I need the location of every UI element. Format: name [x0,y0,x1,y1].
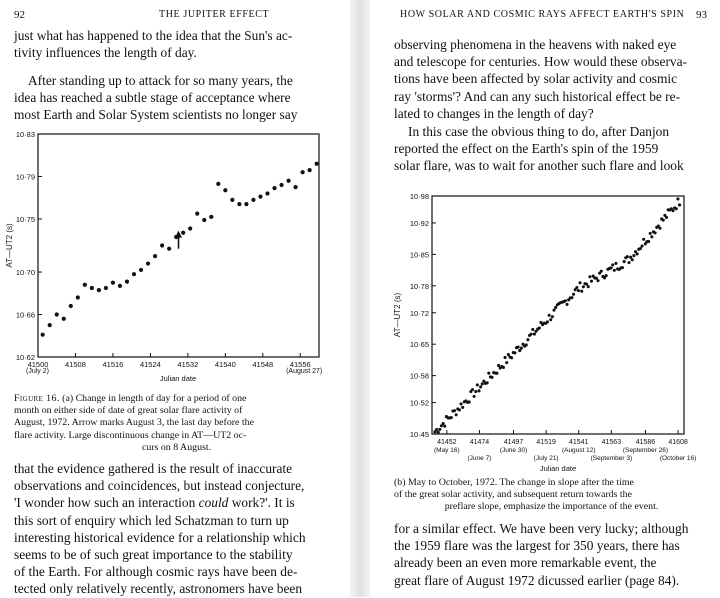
text-line: of the Earth. For although cosmic rays have been de- [14,564,298,580]
data-point [230,198,234,202]
date-note: (October 16) [659,455,697,462]
data-point [132,272,136,276]
text-line: that the evidence gathered is the result of inaccurate [14,461,293,476]
x-tick-label: 41608 [668,439,688,446]
x-tick-label: 41516 [102,360,124,369]
data-point [188,226,192,230]
date-note: (July 21) [533,455,559,462]
data-point [244,202,248,206]
data-point [613,269,616,272]
data-point [632,254,635,257]
data-point [272,186,276,190]
data-point [600,270,603,273]
data-point [209,215,213,219]
left-running-title: THE JUPITER EFFECT [159,9,270,20]
y-tick-label: 10·58 [409,371,429,381]
x-tick-label: 41541 [569,439,589,446]
text-line: 'I wonder how such an interaction could work?'. It is [14,495,295,511]
data-point [442,422,445,425]
data-point [596,279,599,282]
figure-16-caption [14,393,339,454]
data-point [611,263,614,266]
data-point [487,372,490,375]
data-point [251,198,255,202]
data-point [577,289,580,292]
caption-line: month on either side of date of great solar flare activity of [14,405,243,417]
figure-16a-chart [0,128,350,384]
text-line: most Earth and Solar System scientists no longer say [14,107,298,123]
text-line: and telescope for centuries. How would these observa- [394,54,688,70]
data-point [533,332,536,335]
data-point [552,309,555,312]
data-point [605,274,608,277]
text-line: observations and coincidences, but instead conjecture, [14,478,305,494]
text-line: tected only relatively recently, astronomers have been [14,581,303,597]
data-point [315,162,319,166]
text-line: great flare of August 1972 dicussed earlier (page 84). [394,572,680,588]
data-point [83,283,87,287]
data-point [649,232,652,235]
data-point [111,281,115,285]
data-point [548,314,551,317]
x-tick-label: 41452 [437,439,457,446]
y-tick-label: 10·98 [409,192,429,201]
data-point [585,283,588,286]
plot-frame [432,196,684,434]
data-point [626,255,629,258]
data-point [301,170,305,174]
data-point [554,306,557,309]
x-tick-label: 41563 [601,439,622,446]
data-point [125,280,129,284]
data-point [460,402,463,405]
data-point [525,343,528,346]
data-point [195,212,199,216]
data-point [474,390,477,393]
date-note: (August 12) [561,447,596,454]
data-point [216,182,220,186]
data-point [546,320,549,323]
y-tick-label: 10·78 [409,281,429,291]
right-paragraph-top [394,36,709,122]
data-point [636,252,639,255]
data-point [551,315,554,318]
data-point [520,347,523,350]
data-point [665,216,668,219]
data-point [477,389,480,392]
data-point [437,431,440,434]
data-point [575,286,578,289]
right-paragraph-middle [394,123,709,175]
y-tick-label: 10·79 [15,172,35,182]
text-line: solar flare, was to wait for another such flare and look [394,158,684,174]
data-point [486,381,489,384]
x-tick-label: 41500 [27,360,49,369]
y-tick-label: 10·75 [15,214,35,224]
data-point [650,235,653,238]
caption-line: flare activity. Large discontinuous change in AT—UT2 oc- [14,429,247,441]
caption-lead: Figure 16. [14,393,60,404]
data-point [62,317,66,321]
data-point [202,218,206,222]
left-paragraph-middle [14,72,339,124]
data-point [223,188,227,192]
data-point [450,416,453,419]
data-point [647,240,650,243]
data-point [160,243,164,247]
y-tick-label: 10·72 [409,308,429,318]
x-axis-label: Julian date [539,464,577,473]
data-point [438,428,441,431]
text-line: the 1959 flare was the largest for 350 years, there has [394,538,680,554]
data-point [69,304,73,308]
date-note: (June 30) [499,447,528,454]
data-point [526,338,529,341]
y-tick-label: 10·66 [15,310,35,320]
data-point [48,323,52,327]
data-point [139,268,143,272]
data-point [627,261,630,264]
right-paragraph-bottom [394,520,709,589]
data-point [676,197,679,200]
data-point [640,244,643,247]
data-point [642,238,645,241]
data-point [671,209,674,212]
data-point [181,231,185,235]
text-line: tions have been affected by solar activity and cosmic [394,71,678,87]
y-tick-label: 10·62 [15,353,35,362]
x-tick-label: 41508 [65,360,86,369]
data-point [286,179,290,183]
data-point [623,260,626,263]
data-point [455,413,458,416]
data-point [293,185,297,189]
y-tick-label: 10·83 [15,130,35,139]
data-point [565,303,568,306]
left-page-number: 92 [14,9,25,21]
right-page-number: 93 [696,9,707,21]
left-page [0,0,350,597]
data-point [582,285,585,288]
data-point [580,290,583,293]
text-line: just what has happened to the idea that the Sun's ac- [14,28,293,43]
date-note-july-2: (July 2) [26,368,49,375]
figure-16b-caption [394,477,709,514]
text-line: tivity influences the length of day. [14,45,197,61]
data-point [97,288,101,292]
data-point [610,266,613,269]
data-point [658,227,661,230]
data-point [502,366,505,369]
data-point [76,295,80,299]
y-axis-label: AT—UT2 (s) [393,292,402,338]
data-point [458,408,461,411]
x-tick-label: 41586 [635,439,656,446]
data-point [505,361,508,364]
y-tick-label: 10·85 [409,250,429,260]
x-tick-label: 41519 [536,439,556,446]
data-point [662,219,665,222]
text-line: ray 'storms'? And can any such historical effect be re- [394,88,681,104]
data-point [279,183,283,187]
data-point [41,333,45,337]
data-point [549,318,552,321]
date-note-august-27: (August 27) [286,368,323,375]
book-gutter [350,0,370,597]
y-tick-label: 10·45 [409,430,429,439]
data-point [631,258,634,261]
text-line: this sort of enquiry which led Schatzman to turn up [14,512,289,528]
data-point [572,293,575,296]
data-point [453,409,456,412]
x-tick-label: 41524 [139,360,161,369]
text-line: interesting historical evidence for a relationship which [14,529,306,545]
data-point [530,333,533,336]
data-point [118,284,122,288]
text-line: reported the effect on the Earth's spin of the 1959 [394,141,659,157]
right-page [370,0,720,597]
caption-line: (a) Change in length of day for a period of one [59,393,247,404]
data-point [587,285,590,288]
y-tick-label: 10·92 [409,218,429,228]
data-point [258,195,262,199]
data-point [468,400,471,403]
data-point [517,346,520,349]
left-paragraph-top [14,27,339,61]
text-line: After standing up to attack for so many years, the [28,73,293,88]
data-point [495,372,498,375]
x-tick-label: 41532 [177,360,199,369]
y-tick-label: 10·52 [409,398,429,408]
data-point [570,296,573,299]
data-point [675,207,678,210]
x-tick-label: 41474 [469,439,490,446]
data-point [654,231,657,234]
caption-line: preflare slope, emphasize the importance of the event. [444,501,659,513]
emphasis-could: could [198,495,229,511]
data-point [621,266,624,269]
data-point [510,356,513,359]
x-tick-label: 41548 [252,360,274,369]
data-point [473,395,476,398]
data-point [490,376,493,379]
text-line: lated to changes in the length of day? [394,105,594,121]
data-point [531,328,534,331]
data-point [471,388,474,391]
text-line: already been an even more remarkable event, the [394,555,657,571]
date-note: (September 3) [590,455,633,462]
caption-line: August, 1972. Arrow marks August 3, the last day before the [14,417,254,429]
x-tick-label: 41497 [503,439,524,446]
data-point [435,428,438,431]
right-running-title: HOW SOLAR AND COSMIC RAYS AFFECT EARTH'S SPIN [400,9,685,20]
caption-line: curs on 8 August. [141,441,212,453]
date-note: (September 26) [622,447,669,454]
caption-line: (b) May to October, 1972. The change in slope after the time [394,477,634,488]
date-note: (May 16) [433,447,460,454]
data-point [476,383,479,386]
data-point [90,286,94,290]
x-tick-label: 41540 [214,360,236,369]
data-point [55,312,59,316]
data-point [588,275,591,278]
data-point [308,168,312,172]
text-line: observing phenomena in the heavens with naked eye [394,37,677,52]
y-tick-label: 10·65 [409,340,429,350]
data-point [104,286,108,290]
arrow-head [175,231,182,238]
left-running-header [14,9,344,21]
data-point [614,262,617,265]
data-point [590,280,593,283]
data-point [479,385,482,388]
data-point [443,425,446,428]
data-point [167,247,171,251]
date-note: (June 7) [467,455,492,462]
data-point [513,351,516,354]
data-point [579,281,582,284]
data-point [461,406,464,409]
data-point [153,254,157,258]
left-paragraph-bottom [14,460,339,598]
data-point [265,191,269,195]
y-tick-label: 10·70 [15,268,35,278]
data-point [504,356,507,359]
text-line: for a similar effect. We have been very lucky; although [394,521,689,536]
data-point [481,382,484,385]
x-tick-label: 41556 [289,360,311,369]
data-point [538,326,541,329]
data-point [678,203,681,206]
text-line: seems to be of such great importance to the stability [14,547,293,563]
figure-16b-chart [370,190,720,475]
text-line: In this case the obvious thing to do, after Danjon [408,124,670,139]
y-axis-label: AT—UT2 (s) [5,223,14,268]
data-point [564,299,567,302]
x-axis-label: Julian date [159,374,197,383]
data-point [146,261,150,265]
data-point [237,202,241,206]
caption-line: of the great solar activity, and subsequent return towards the [394,489,632,501]
text-line: idea has reached a subtle stage of acceptance where [14,90,291,106]
